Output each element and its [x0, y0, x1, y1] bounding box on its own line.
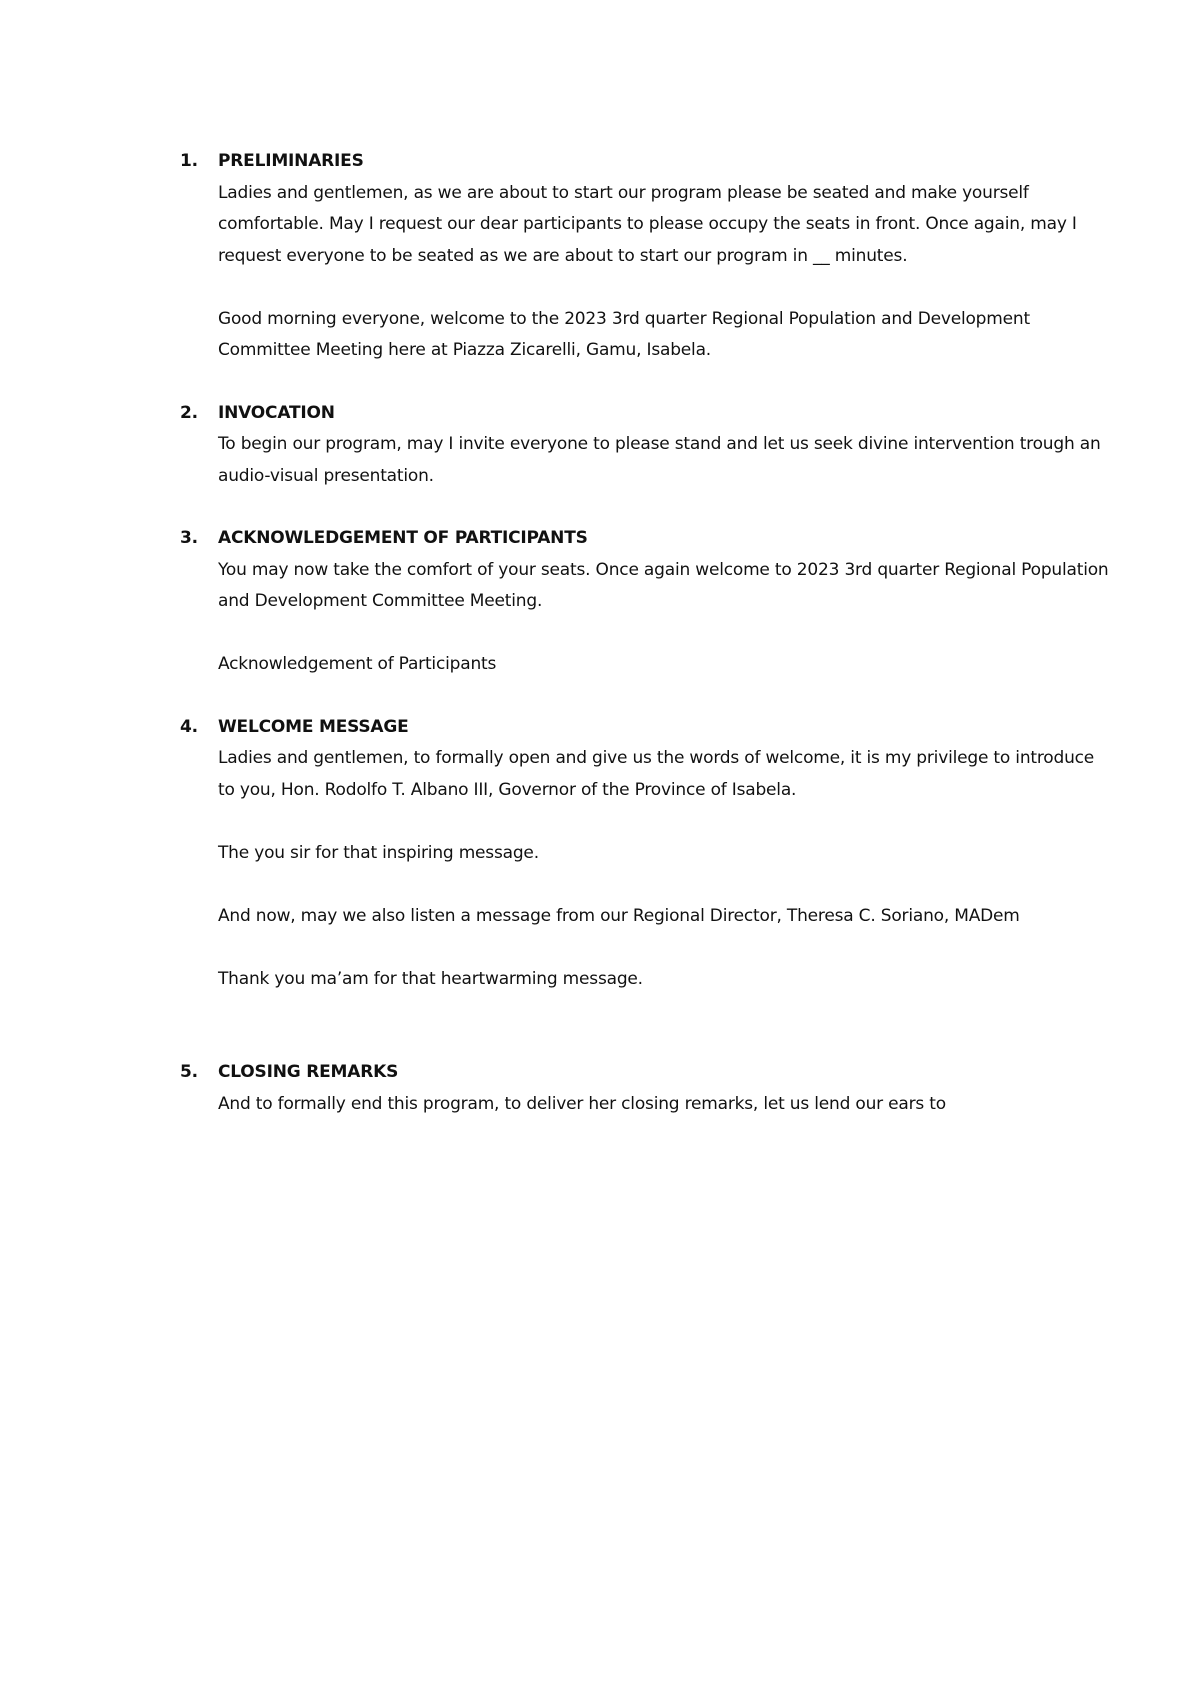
paragraph: Acknowledgement of Participants: [218, 654, 497, 674]
section-closing-remarks: [180, 1057, 1110, 1120]
section-heading: WELCOME MESSAGE: [218, 716, 409, 737]
paragraph: You may now take the comfort of your seats. Once again welcome to 2023 3rd quarter Regional Population and Development Committee Meeting.: [218, 559, 1109, 611]
section-heading: INVOCATION: [218, 402, 335, 423]
paragraph: And now, may we also listen a message from our Regional Director, Theresa C. Soriano, MADem: [218, 905, 1020, 926]
section-number: 2.: [180, 402, 198, 423]
section-number: 3.: [180, 528, 198, 548]
section-number: 5.: [180, 1062, 198, 1082]
paragraph: Ladies and gentlemen, to formally open and give us the words of welcome, it is my privilege to introduce to you, Hon. Rodolfo T. Albano III, Governor of the Province of Isabela.: [218, 748, 1095, 800]
paragraph: To begin our program, may I invite everyone to please stand and let us seek divine intervention trough an audio-visual presentation.: [218, 434, 1101, 486]
paragraph: Thank you ma’am for that heartwarming message.: [218, 968, 643, 989]
section-number: 1.: [180, 151, 198, 171]
section-preliminaries: [180, 146, 1110, 367]
section-heading: ACKNOWLEDGEMENT OF PARTICIPANTS: [218, 528, 588, 548]
paragraph: The you sir for that inspiring message.: [218, 842, 539, 863]
paragraph: Good morning everyone, welcome to the 2023 3rd quarter Regional Population and Development Committee Meeting here at Piazza Zicarelli, Gamu, Isabela.: [218, 308, 1030, 360]
document-body: [180, 146, 1110, 1151]
section-heading: CLOSING REMARKS: [218, 1062, 399, 1082]
section-heading: PRELIMINARIES: [218, 151, 364, 171]
section-acknowledgement: [180, 523, 1110, 681]
section-invocation: [180, 398, 1110, 493]
section-welcome-message: [180, 712, 1110, 996]
section-number: 4.: [180, 716, 198, 737]
paragraph: And to formally end this program, to deliver her closing remarks, let us lend our ears to: [218, 1093, 946, 1114]
paragraph: Ladies and gentlemen, as we are about to start our program please be seated and make yourself comfortable. May I request our dear participants to please occupy the seats in front. Once again, may I request everyone to be seated as we are about to start our program in __ minutes.: [218, 182, 1077, 266]
